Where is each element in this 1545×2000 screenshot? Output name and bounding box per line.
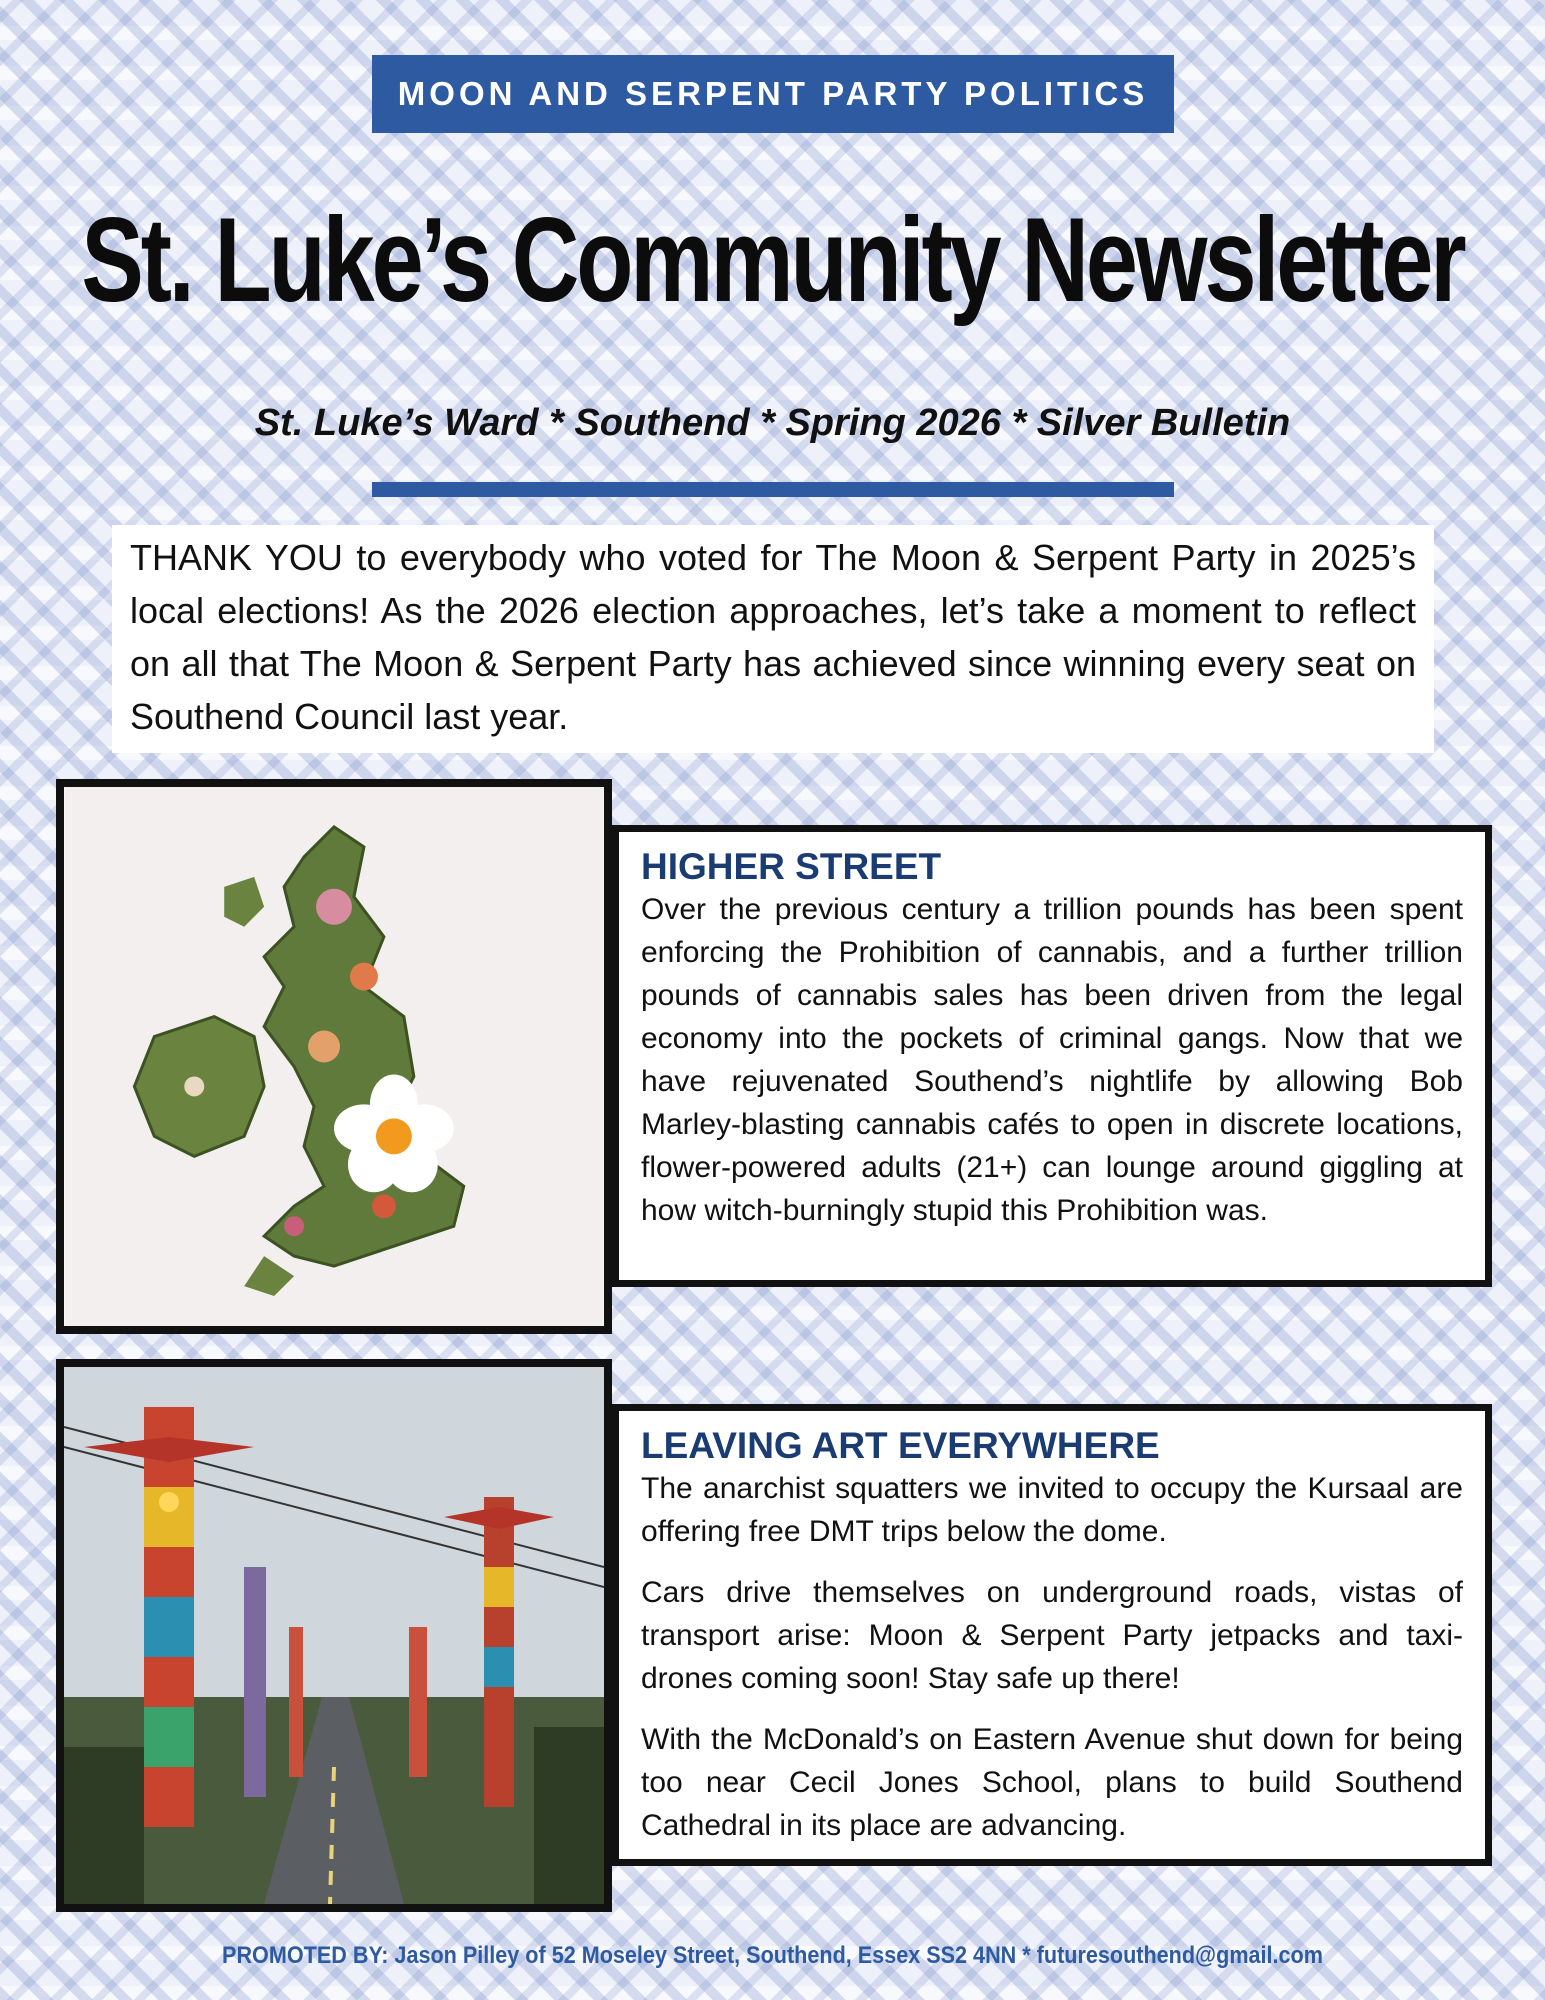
totem-street-image	[56, 1359, 612, 1912]
article-paragraph: Cars drive themselves on underground roads, vistas of transport arise: Moon & Serpent Party jetpacks and taxi-drones coming soon! Stay safe up there!	[641, 1576, 1463, 1695]
intro-text: THANK YOU to everybody who voted for The Moon & Serpent Party in 2025’s local elections! As the 2026 election approaches, let’s take a moment to reflect on all that The Moon & Serpent Party has achieved since winning every seat on Southend Council last year.	[112, 525, 1434, 753]
header-banner: MOON AND SERPENT PARTY POLITICS	[372, 55, 1174, 133]
uk-flower-map-image	[56, 779, 612, 1334]
article-paragraph: Over the previous century a trillion pounds has been spent enforcing the Prohibition of cannabis, and a further trillion pounds of cannabis sales has been driven from the legal economy into the pockets of criminal gangs. Now that we have rejuvenated Southend’s nightlife by allowing Bob Marley-blasting cannabis cafés to open in discrete locations, flower-powered adults (21+) can lounge around giggling at how witch-burningly stupid this Prohibition was.	[641, 893, 1463, 1227]
article-paragraph: With the McDonald’s on Eastern Avenue shut down for being too near Cecil Jones School, plans to build Southend Cathedral in its place are advancing.	[641, 1723, 1463, 1842]
article-heading: LEAVING ART EVERYWHERE	[641, 1425, 1160, 1466]
article-leaving-art-everywhere	[612, 1404, 1492, 1866]
newsletter-subtitle: St. Luke’s Ward * Southend * Spring 2026 * Silver Bulletin	[254, 402, 1291, 444]
article-paragraph: The anarchist squatters we invited to occupy the Kursaal are offering free DMT trips below the dome.	[641, 1472, 1463, 1548]
promoted-by-footer: PROMOTED BY: Jason Pilley of 52 Moseley Street, Southend, Essex SS2 4NN * futuresouthend@gmail.com	[222, 1942, 1323, 1969]
article-higher-street	[612, 825, 1492, 1287]
newsletter-title: St. Luke’s Community Newsletter	[81, 193, 1464, 327]
article-heading: HIGHER STREET	[641, 846, 942, 887]
header-divider	[372, 482, 1174, 497]
